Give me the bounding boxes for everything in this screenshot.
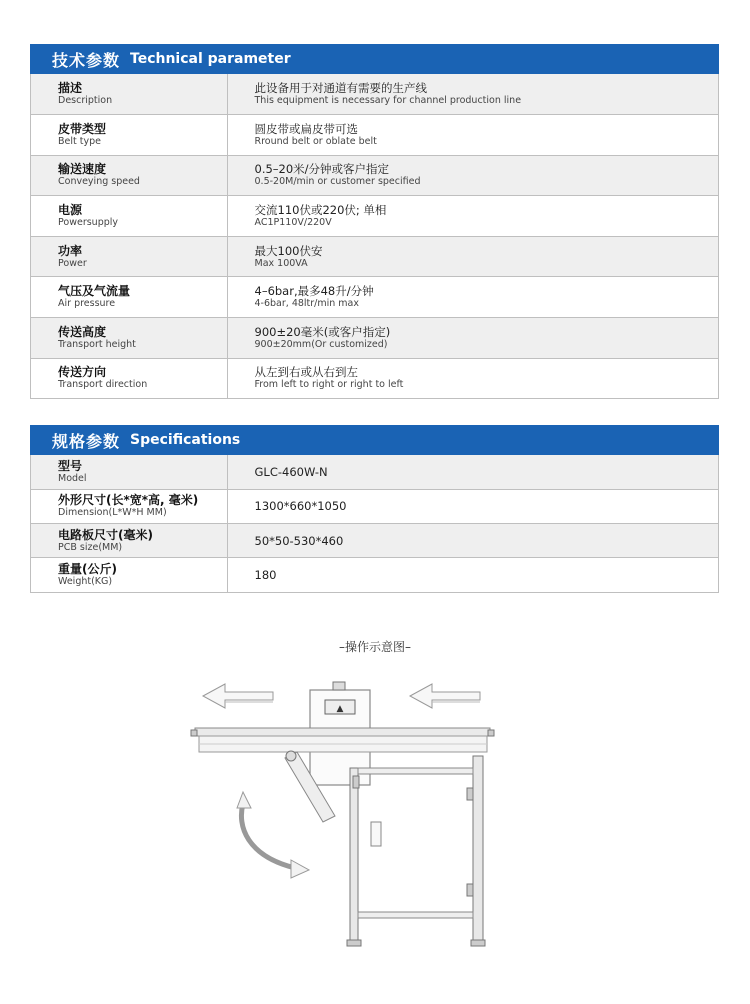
row-key-en: Transport height bbox=[58, 338, 136, 350]
row-key-en: Belt type bbox=[58, 135, 101, 147]
row-value-en: 900±20mm(Or customized) bbox=[254, 338, 388, 350]
technical-parameter-table bbox=[31, 74, 718, 399]
row-value-zh: 从左到右或从右到左 bbox=[254, 365, 358, 380]
row-key-zh: 气压及气流量 bbox=[58, 284, 131, 299]
row-key-en: Description bbox=[58, 95, 113, 107]
row-key-zh: 皮带类型 bbox=[58, 121, 107, 136]
table-row bbox=[31, 455, 718, 489]
table-row bbox=[31, 318, 718, 359]
row-value-zh: 最大100伏安 bbox=[254, 243, 323, 258]
row-key-zh: 传送方向 bbox=[58, 365, 107, 380]
table-row bbox=[31, 196, 718, 237]
row-key-zh: 功率 bbox=[58, 243, 83, 258]
row-value-en: Rround belt or oblate belt bbox=[254, 135, 377, 147]
row-value-zh: 900±20毫米(或客户指定) bbox=[254, 324, 391, 339]
row-value-zh: 4–6bar,最多48升/分钟 bbox=[254, 284, 374, 299]
row-key-en: Weight(KG) bbox=[58, 576, 113, 588]
row-value-en: AC1P110V/220V bbox=[254, 217, 332, 229]
row-value-en: 4-6bar, 48ltr/min max bbox=[254, 298, 360, 310]
table-row bbox=[31, 74, 718, 115]
row-key-en: Dimension(L*W*H MM) bbox=[58, 507, 167, 519]
row-key-zh: 电路板尺寸(毫米) bbox=[58, 527, 153, 542]
row-value-en: 0.5-20M/min or customer specified bbox=[254, 176, 421, 188]
row-value-zh: 圆皮带或扁皮带可选 bbox=[254, 121, 358, 136]
table-row bbox=[31, 277, 718, 318]
table-row bbox=[31, 115, 718, 156]
specifications-title-en: Specifications bbox=[130, 432, 241, 448]
technical-title-en: Technical parameter bbox=[130, 51, 291, 67]
flow-arrow-left-icon bbox=[203, 684, 273, 708]
diagram-caption: –操作示意图– bbox=[338, 640, 411, 654]
row-key-zh: 输送速度 bbox=[58, 162, 107, 177]
row-value-en: This equipment is necessary for channel production line bbox=[254, 95, 522, 107]
table-row bbox=[31, 236, 718, 277]
row-value-zh: 此设备用于对通道有需要的生产线 bbox=[254, 81, 427, 96]
technical-title-zh: 技术参数 bbox=[52, 50, 121, 70]
table-row bbox=[31, 155, 718, 196]
row-key-zh: 描述 bbox=[58, 81, 83, 96]
svg-text:▲: ▲ bbox=[336, 704, 344, 714]
row-value-en: Max 100VA bbox=[254, 257, 308, 269]
technical-parameter-panel bbox=[30, 44, 719, 399]
row-key-zh: 传送高度 bbox=[58, 324, 107, 339]
row-key-en: Power bbox=[58, 257, 87, 269]
table-row bbox=[31, 524, 718, 558]
row-value: GLC-460W-N bbox=[254, 464, 328, 479]
row-key-zh: 型号 bbox=[58, 458, 83, 473]
specifications-header bbox=[30, 425, 719, 455]
row-value: 180 bbox=[254, 568, 277, 583]
row-key-zh: 电源 bbox=[58, 203, 83, 218]
row-value-en: From left to right or right to left bbox=[254, 379, 404, 391]
table-row bbox=[31, 489, 718, 523]
row-key-en: Model bbox=[58, 472, 87, 484]
row-key-en: Transport direction bbox=[58, 379, 148, 391]
row-key-en: Powersupply bbox=[58, 217, 119, 229]
specifications-table bbox=[31, 455, 718, 593]
technical-parameter-header bbox=[30, 44, 719, 74]
row-key-en: Conveying speed bbox=[58, 176, 140, 188]
row-value-zh: 交流110伏或220伏; 单相 bbox=[254, 203, 387, 218]
row-value: 1300*660*1050 bbox=[254, 499, 347, 514]
table-row bbox=[31, 558, 718, 592]
row-key-zh: 外形尺寸(长*宽*高, 毫米) bbox=[58, 493, 199, 508]
specifications-title-zh: 规格参数 bbox=[52, 431, 121, 451]
row-value-zh: 0.5–20米/分钟或客户指定 bbox=[254, 162, 390, 177]
row-key-en: PCB size(MM) bbox=[58, 541, 123, 553]
flow-arrow-right-icon bbox=[410, 684, 480, 708]
row-key-en: Air pressure bbox=[58, 298, 116, 310]
operation-diagram bbox=[185, 676, 505, 956]
conveyor-rail bbox=[191, 728, 494, 752]
swing-arrow-icon bbox=[241, 804, 295, 868]
specifications-panel bbox=[30, 425, 719, 593]
row-value: 50*50-530*460 bbox=[254, 533, 344, 548]
row-key-zh: 重量(公斤) bbox=[58, 562, 117, 577]
table-row bbox=[31, 358, 718, 399]
